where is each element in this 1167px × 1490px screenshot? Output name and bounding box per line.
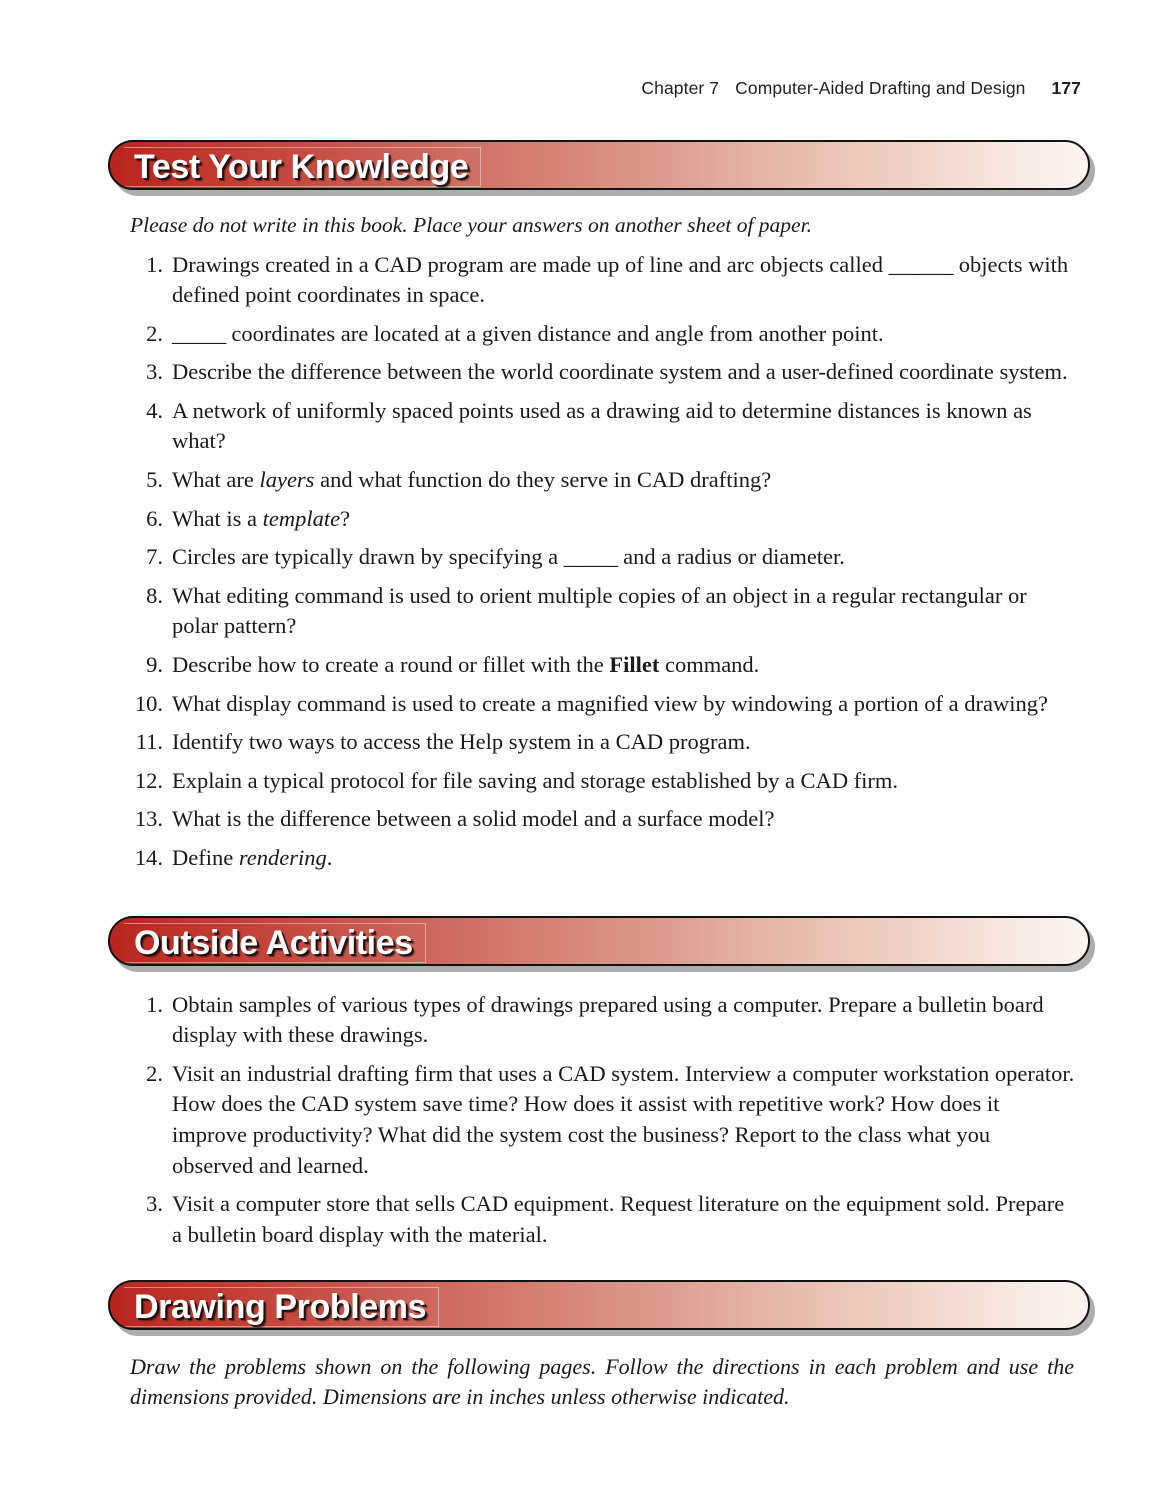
section-banner-outside-activities xyxy=(108,916,1090,968)
list-item-text: What display command is used to create a magnified view by windowing a portion of a drawing? xyxy=(172,690,1049,716)
list-item-text: Visit a computer store that sells CAD equipment. Request literature on the equipment sold. Prepare a bulletin board display with the material. xyxy=(172,1191,1065,1247)
list-item xyxy=(0,804,1167,835)
list-item-text: A network of uniformly spaced points used as a drawing aid to determine distances is known as what? xyxy=(172,397,1032,454)
list-item-text: What is the difference between a solid model and a surface model? xyxy=(172,806,775,832)
list-item-text: What are layers and what function do they serve in CAD drafting? xyxy=(172,467,772,493)
list-item xyxy=(0,504,1167,535)
list-item-number: 12. xyxy=(134,767,163,793)
list-item-number: 5. xyxy=(146,467,163,493)
list-item-number: 11. xyxy=(135,729,163,755)
list-item-text: What editing command is used to orient multiple copies of an object in a regular rectangular or polar pattern? xyxy=(172,582,1027,639)
list-item xyxy=(0,319,1167,350)
list-item-number: 10. xyxy=(134,690,163,716)
list-item-number: 4. xyxy=(146,397,163,423)
list-item xyxy=(0,581,1167,642)
list-item-number: 2. xyxy=(146,320,163,346)
list-item xyxy=(0,990,1167,1051)
list-item-text: Define rendering. xyxy=(172,845,333,871)
list-item-number: 1. xyxy=(146,251,163,277)
list-item xyxy=(0,727,1167,758)
list-item-number: 8. xyxy=(146,582,163,608)
list-item xyxy=(0,843,1167,874)
list-item xyxy=(0,1189,1167,1250)
list-item-number: 13. xyxy=(134,806,163,832)
list-item-number: 3. xyxy=(146,1191,163,1217)
list-item xyxy=(0,357,1167,388)
banner-textbox xyxy=(124,923,426,963)
outside-activities-list xyxy=(0,990,1167,1251)
list-item-number: 2. xyxy=(146,1060,163,1086)
list-item xyxy=(0,650,1167,681)
banner-pill xyxy=(108,1280,1090,1330)
list-item xyxy=(0,250,1167,311)
list-item-number: 3. xyxy=(146,359,163,385)
list-item xyxy=(0,396,1167,457)
section-heading-drawing-problems: Drawing Problems xyxy=(134,1288,427,1327)
running-head-chapter: Chapter 7 xyxy=(641,78,720,98)
test-your-knowledge-list xyxy=(0,250,1167,874)
list-item-text: Identify two ways to access the Help system in a CAD program. xyxy=(172,729,751,755)
list-item xyxy=(0,1059,1167,1181)
banner-pill xyxy=(108,916,1090,966)
list-item-number: 14. xyxy=(134,845,163,871)
banner-textbox xyxy=(124,147,481,187)
list-item-number: 9. xyxy=(146,652,163,678)
list-item-text: Describe how to create a round or fillet with the Fillet command. xyxy=(172,652,760,678)
list-item-text: Circles are typically drawn by specifying a _____ and a radius or diameter. xyxy=(172,544,845,570)
list-item-number: 6. xyxy=(146,505,163,531)
list-item xyxy=(0,542,1167,573)
drawing-problems-instructions: Draw the problems shown on the following pages. Follow the directions in each problem and use the dimensions provided. Dimensions are in inches unless otherwise indicated. xyxy=(130,1354,1074,1410)
list-item-text: Visit an industrial drafting firm that uses a CAD system. Interview a computer workstation operator. How does the CAD system save time? How does it assist with repetitive work? How does it improve productivity? What did the system cost the business? Report to the class what you observed and learned. xyxy=(172,1060,1075,1178)
list-item xyxy=(0,465,1167,496)
section-heading-outside-activities: Outside Activities xyxy=(134,923,413,962)
list-item-text: Drawings created in a CAD program are made up of line and arc objects called ______ objects with defined point coordinates in space. xyxy=(172,251,1069,308)
running-head-title: Computer-Aided Drafting and Design xyxy=(735,78,1026,98)
list-item-text: _____ coordinates are located at a given distance and angle from another point. xyxy=(172,320,884,346)
list-item-text: What is a template? xyxy=(172,505,351,531)
list-item xyxy=(0,766,1167,797)
list-item-text: Explain a typical protocol for file saving and storage established by a CAD firm. xyxy=(172,767,899,793)
banner-textbox xyxy=(124,1287,439,1327)
list-item-number: 1. xyxy=(146,991,163,1017)
list-item-number: 7. xyxy=(146,544,163,570)
list-item-text: Obtain samples of various types of drawings prepared using a computer. Prepare a bulletin board display with these drawings. xyxy=(172,991,1044,1048)
instructions-lead: Please do not write in this book. Place your answers on another sheet of paper. xyxy=(130,213,812,237)
banner-pill xyxy=(108,140,1090,190)
list-item-text: Describe the difference between the world coordinate system and a user-defined coordinate system. xyxy=(172,359,1068,385)
page-number: 177 xyxy=(1051,78,1081,98)
section-banner-test-your-knowledge xyxy=(108,140,1090,192)
section-banner-drawing-problems xyxy=(108,1280,1090,1332)
section-heading-test-your-knowledge: Test Your Knowledge xyxy=(134,148,469,186)
list-item xyxy=(0,689,1167,720)
